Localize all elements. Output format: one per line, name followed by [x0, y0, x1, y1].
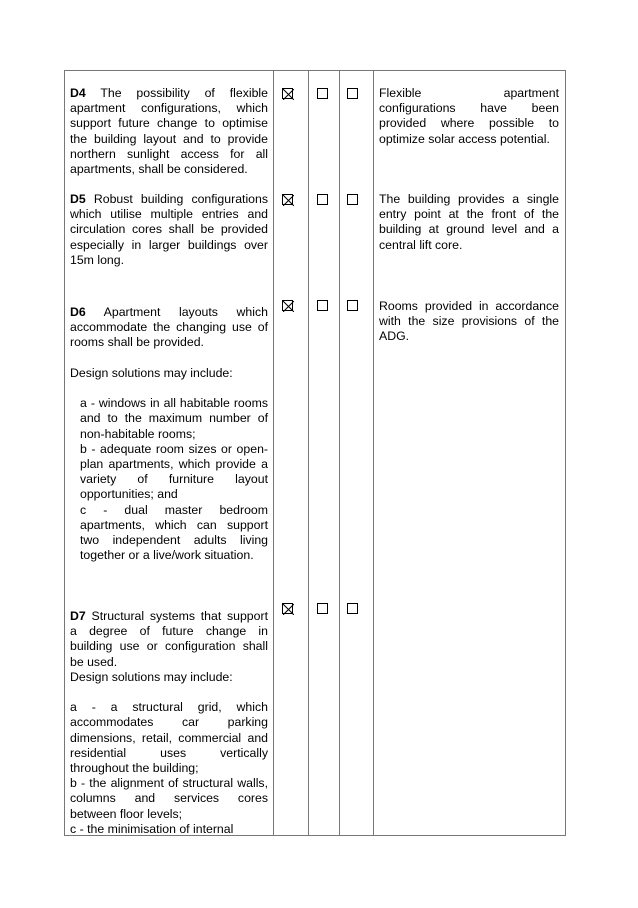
table-left-border	[64, 70, 65, 836]
criterion-text: The possibility of flexible apartment configurations, which support future change to optimise the building layout and to provide northern sunlight access for all apartments, shall be considered.	[70, 86, 268, 177]
table-bottom-border	[64, 835, 565, 836]
checkbox-no-d4[interactable]	[317, 88, 328, 99]
design-option: b - adequate room sizes or open-plan apartments, which provide a variety of furniture layout opportunities; and	[80, 441, 268, 502]
criterion-text: Apartment layouts which accommodate the changing use of rooms shall be provided.	[70, 305, 268, 350]
criterion-code: D6	[70, 305, 86, 319]
comment-d6	[379, 299, 559, 345]
design-intro: Design solutions may include:	[70, 365, 233, 380]
comment-text: Flexible apartment configurations have been provided where possible to optimize solar access potential.	[379, 86, 559, 146]
table-right-border	[565, 70, 566, 836]
checkbox-yes-d6[interactable]	[282, 300, 293, 311]
column-divider-2	[308, 70, 309, 836]
criterion-code: D7	[70, 609, 86, 623]
criterion-text: Structural systems that support a degree of future change in building use or configuration shall be used.	[70, 609, 268, 669]
comment-d4	[379, 86, 559, 147]
design-option: b - the alignment of structural walls, columns and services cores between floor levels;	[70, 776, 268, 821]
table-top-border	[64, 70, 565, 71]
criterion-d4	[70, 86, 268, 177]
criterion-code: D5	[70, 192, 86, 206]
criterion-d5	[70, 192, 268, 268]
checkbox-no-d6[interactable]	[317, 300, 328, 311]
design-intro: Design solutions may include:	[70, 669, 233, 684]
checkbox-no-d7[interactable]	[317, 603, 328, 614]
comment-text: The building provides a single entry point at the front of the building at ground level and a central lift core.	[379, 192, 559, 252]
criterion-d6	[70, 305, 268, 563]
criterion-text: Robust building configurations which utilise multiple entries and circulation cores shall be provided especially in larger buildings over 15m long.	[70, 192, 269, 267]
design-option: a - windows in all habitable rooms and to the maximum number of non-habitable rooms;	[80, 396, 268, 441]
criterion-code: D4	[70, 86, 86, 100]
comment-d5	[379, 192, 559, 253]
design-option: c - dual master bedroom apartments, which can support two independent adults living together or a live/work situation.	[80, 502, 268, 563]
criterion-d7	[70, 609, 268, 833]
checkbox-yes-d7[interactable]	[282, 603, 293, 614]
checkbox-na-d4[interactable]	[347, 88, 358, 99]
column-divider-4	[373, 70, 374, 836]
column-divider-1	[273, 70, 274, 836]
checkbox-na-d6[interactable]	[347, 300, 358, 311]
checkbox-na-d7[interactable]	[347, 603, 358, 614]
design-option: c - the minimisation of internal	[70, 821, 234, 833]
column-divider-3	[339, 70, 340, 836]
checkbox-yes-d4[interactable]	[282, 88, 293, 99]
checkbox-no-d5[interactable]	[317, 194, 328, 205]
checkbox-na-d5[interactable]	[347, 194, 358, 205]
checkbox-yes-d5[interactable]	[282, 194, 293, 205]
comment-text: Rooms provided in accordance with the size provisions of the ADG.	[379, 299, 559, 344]
design-option: a - a structural grid, which accommodates car parking dimensions, retail, commercial and residential uses vertically throughout the building;	[70, 700, 268, 776]
